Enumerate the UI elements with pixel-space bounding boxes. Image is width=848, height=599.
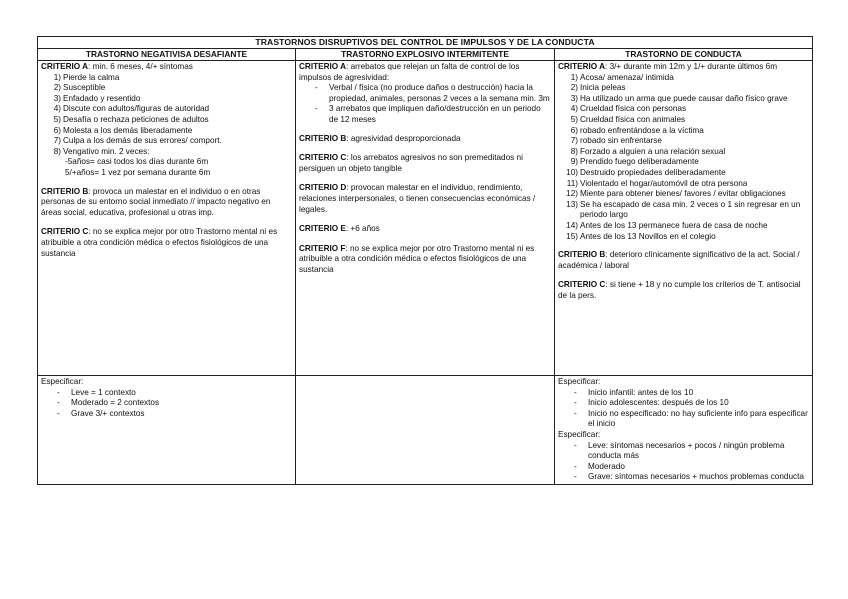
document-sheet: [37, 36, 812, 485]
odd-criterion-c: CRITERIO C: no se explica mejor por otro Trastorno mental ni es atribuible a otra condición médica o efectos fisiológicos de una sustancia: [41, 227, 278, 258]
list-item: 2) Susceptible: [53, 83, 106, 93]
vengeful-detail-2: 5/+años= 1 vez por semana durante 6m: [65, 167, 211, 177]
list-item: 15) Antes de los 13 Novillos en el colegio: [566, 231, 716, 241]
list-item: - Grave: síntomas necesarios + muchos problemas conducta: [588, 472, 809, 483]
odd-criterion-b: CRITERIO B: provoca un malestar en el individuo o en otras personas de su entorno social inmediato // impacto negativo en áreas social, educativa, profesional u otras imp.: [41, 186, 271, 217]
odd-criterion-a: CRITERIO A: min. 6 meses, 4/+ síntomas: [41, 62, 193, 71]
list-item: - 3 arrebatos que impliquen daño/destrucción en un periodo de 12 meses: [329, 104, 551, 125]
list-item: - Verbal / física (no produce daños o destrucción) hacia la propiedad, animales, personas 2 veces a la semana min. 3m: [329, 83, 551, 104]
list-item: 12) Miente para obtener bienes/ favores / evitar obligaciones: [566, 189, 786, 199]
list-item: 6) Molesta a los demás liberadamente: [53, 125, 193, 135]
list-item: 5) Crueldad física con animales: [570, 114, 686, 124]
ied-specifier-cell: [296, 376, 555, 485]
list-item: 14) Antes de los 13 permanece fuera de casa de noche: [566, 220, 768, 230]
list-item: - Grave 3/+ contextos: [71, 409, 292, 420]
vengeful-detail-1: -5años= casi todos los días durante 6m: [65, 157, 209, 167]
ied-criterion-d: CRITERIO D: provocan malestar en el individuo, rendimiento, relaciones interpersonales, o tienen consecuencias económicas / legales.: [299, 183, 536, 214]
list-item: - Inicio adolescentes: después de los 10: [588, 398, 809, 409]
cd-criterion-c: CRITERIO C: si tiene + 18 y no cumple los criterios de T. antisocial de la pers.: [558, 280, 801, 300]
list-item: 11) Violentado el hogar/automóvil de otra persona: [566, 178, 748, 188]
title-row: [38, 37, 813, 49]
list-item: 4) Crueldad física con personas: [570, 104, 687, 114]
list-item: 3) Enfadado y resentido: [53, 93, 141, 103]
list-item: - Leve = 1 contexto: [71, 388, 292, 399]
list-item: 8) Vengativo min. 2 veces: -5años= casi todos los días durante 6m 5/+años= 1 vez por semana durante 6m: [63, 147, 292, 179]
list-item: 1) Acosa/ amenaza/ intimida: [570, 72, 674, 82]
table-title: TRASTORNOS DISRUPTIVOS DEL CONTROL DE IMPULSOS Y DE LA CONDUCTA: [38, 37, 813, 49]
ied-criterion-e: CRITERIO E: +6 años: [299, 224, 380, 234]
specifier-row: [38, 376, 813, 485]
list-item: - Moderado: [588, 462, 809, 473]
cd-onset-list: [558, 388, 809, 430]
odd-severity-list: [41, 388, 292, 420]
disorders-table: [37, 36, 813, 485]
ied-criterion-b: CRITERIO B: agresividad desproporcionada: [299, 133, 461, 143]
list-item: 5) Desafía o rechaza peticiones de adultos: [53, 114, 209, 124]
list-item: - Inicio infantil: antes de los 10: [588, 388, 809, 399]
list-item: - Inicio no especificado: no hay suficiente info para especificar el inicio: [588, 409, 809, 430]
odd-symptom-list: [41, 73, 292, 179]
header-odd: TRASTORNO NEGATIVISA DESAFIANTE: [38, 49, 296, 61]
list-item: 7) robado sin enfrentarse: [570, 136, 662, 146]
cd-criteria-cell: [555, 61, 813, 376]
cd-onset-label: Especificar:: [558, 377, 601, 386]
ied-criterion-a: CRITERIO A: arrebatos que relejan un falta de control de los impulsos de agresividad:: [299, 62, 520, 82]
list-item: 8) Forzado a alguien a una relación sexual: [570, 146, 726, 156]
list-item: 2) Inicia peleas: [570, 83, 626, 93]
list-item: 13) Se ha escapado de casa min. 2 veces o 1 sin regresar en un periodo largo: [566, 199, 801, 220]
cd-criterion-a: CRITERIO A: 3/+ durante min 12m y 1/+ durante últimos 6m: [558, 62, 778, 71]
cd-criterion-b: CRITERIO B: deterioro clínicamente significativo de la act. Social / académica / laboral: [558, 250, 800, 270]
ied-outburst-list: [299, 83, 551, 125]
criteria-row: [38, 61, 813, 376]
list-item: 3) Ha utilizado un arma que puede causar daño físico grave: [570, 93, 788, 103]
cd-behavior-list: [558, 73, 809, 243]
cd-severity-label: Especificar:: [558, 429, 601, 439]
list-item: 1) Pierde la calma: [53, 72, 120, 82]
header-row: [38, 49, 813, 61]
list-item: 9) Prendido fuego deliberadamente: [570, 157, 699, 167]
header-cd: TRASTORNO DE CONDUCTA: [555, 49, 813, 61]
list-item: 7) Culpa a los demás de sus errores/ comport.: [53, 136, 222, 146]
ied-criterion-c: CRITERIO C: los arrebatos agresivos no son premeditados ni persiguen un objeto tangible: [299, 153, 523, 173]
list-item: - Moderado = 2 contextos: [71, 398, 292, 409]
list-item: 4) Discute con adultos/figuras de autoridad: [53, 104, 210, 114]
odd-specifier-cell: [38, 376, 296, 485]
header-ied: TRASTORNO EXPLOSIVO INTERMITENTE: [296, 49, 555, 61]
list-item: 10) Destruido propiedades deliberadamente: [566, 167, 726, 177]
cd-specifier-cell: [555, 376, 813, 485]
odd-criteria-cell: [38, 61, 296, 376]
odd-specify-label: Especificar:: [41, 377, 84, 386]
ied-criteria-cell: [296, 61, 555, 376]
list-item: 6) robado enfrentándose a la víctima: [570, 125, 704, 135]
list-item: - Leve: síntomas necesarios + pocos / ningún problema conducta más: [588, 441, 809, 462]
cd-severity-list: [558, 441, 809, 483]
ied-criterion-f: CRITERIO F: no se explica mejor por otro Trastorno mental ni es atribuible a otra condición médica o efectos fisiológicos de una sustancia: [299, 243, 535, 274]
